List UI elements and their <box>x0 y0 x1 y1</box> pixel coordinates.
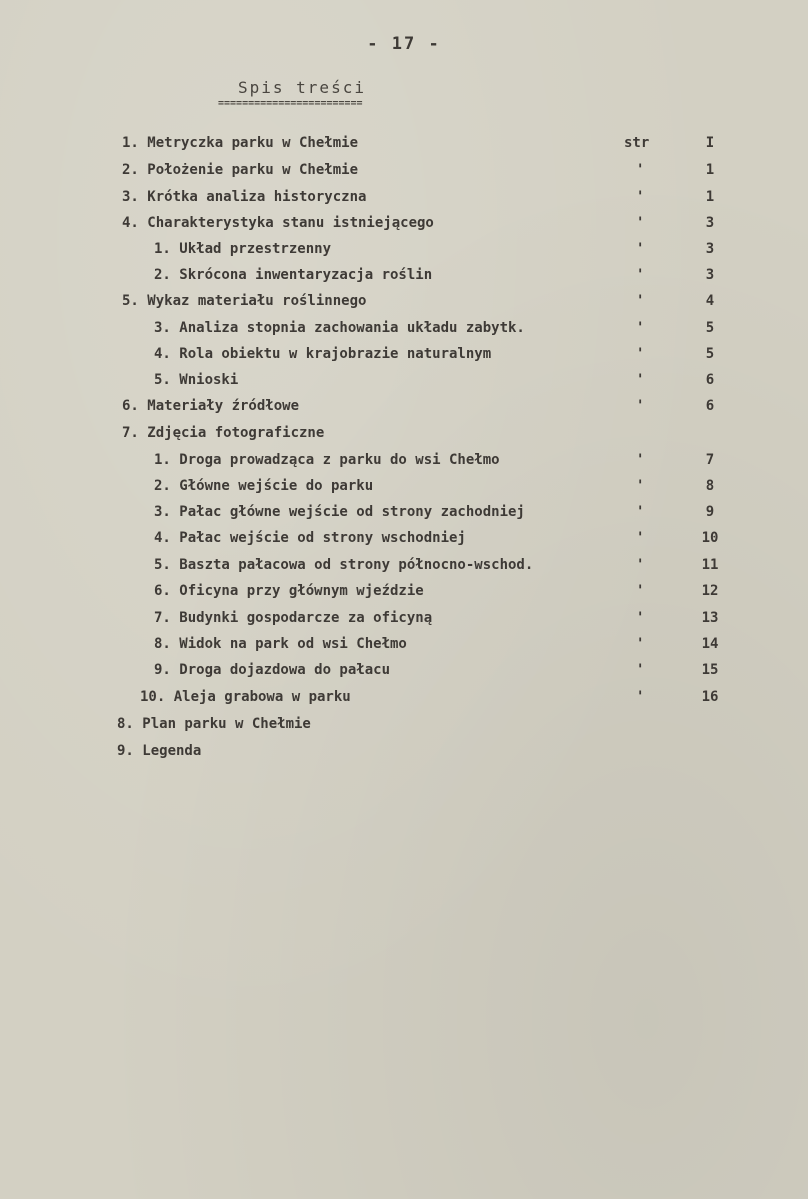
toc-entry-text: 5. Baszta pałacowa od strony północno-wschod. <box>154 557 534 573</box>
toc-entry-mark: ' <box>636 452 645 468</box>
toc-entry-mark: ' <box>636 504 645 520</box>
toc-entry-text: 3. Krótka analiza historyczna <box>122 189 367 205</box>
toc-entry <box>0 552 808 578</box>
toc-entry-mark: ' <box>636 583 645 599</box>
toc-entry <box>0 420 808 446</box>
toc-entry-text: 7. Zdjęcia fotograficzne <box>122 425 325 441</box>
toc-entry <box>0 236 808 262</box>
toc-entry-mark: ' <box>636 162 645 178</box>
page-number: - 17 - <box>367 34 441 54</box>
toc-entry <box>0 130 808 156</box>
toc-entry-mark: ' <box>636 478 645 494</box>
toc-entry-page: 3 <box>705 267 715 283</box>
toc-entry-text: 2. Skrócona inwentaryzacja roślin <box>154 267 433 283</box>
toc-entry-text: 2. Położenie parku w Chełmie <box>122 162 359 178</box>
toc-entry-mark: ' <box>636 267 645 283</box>
toc-entry-mark: ' <box>636 215 645 231</box>
toc-entry <box>0 288 808 314</box>
toc-entry-mark: ' <box>636 689 645 705</box>
toc-entry-text: 3. Analiza stopnia zachowania układu zabytk. <box>154 320 525 336</box>
toc-entry-mark: ' <box>636 557 645 573</box>
toc-entry <box>0 738 808 764</box>
toc-entry-page: 15 <box>701 662 719 678</box>
toc-entry <box>0 631 808 657</box>
toc-entry-text: 9. Legenda <box>117 743 202 759</box>
toc-entry-mark: ' <box>636 241 645 257</box>
toc-entry <box>0 341 808 367</box>
toc-entry-page: I <box>705 135 715 151</box>
toc-entry-page: 3 <box>705 241 715 257</box>
toc-entry-page: 13 <box>701 610 719 626</box>
toc-entry <box>0 578 808 604</box>
toc-entry-mark: ' <box>636 346 645 362</box>
toc-entry-mark: ' <box>636 320 645 336</box>
toc-entry-mark: ' <box>636 293 645 309</box>
page-column-label: str <box>624 135 650 151</box>
toc-entry-text: 4. Pałac wejście od strony wschodniej <box>154 530 466 546</box>
toc-entry-text: 4. Rola obiektu w krajobrazie naturalnym <box>154 346 492 362</box>
toc-entry <box>0 473 808 499</box>
toc-entry-page: 1 <box>705 162 715 178</box>
toc-entry <box>0 315 808 341</box>
toc-entry-text: 5. Wykaz materiału roślinnego <box>122 293 367 309</box>
toc-entry-page: 6 <box>705 372 715 388</box>
toc-entry-mark: ' <box>636 398 645 414</box>
toc-entry-text: 1. Droga prowadząca z parku do wsi Chełmo <box>154 452 500 468</box>
toc-entry <box>0 210 808 236</box>
toc-entry <box>0 157 808 183</box>
title-underline: ======================== <box>218 98 363 109</box>
toc-entry-page: 16 <box>701 689 719 705</box>
toc-entry-text: 1. Metryczka parku w Chełmie <box>122 135 359 151</box>
toc-entry-mark: ' <box>636 636 645 652</box>
toc-entry-mark: ' <box>636 372 645 388</box>
toc-entry-page: 9 <box>705 504 715 520</box>
toc-entry <box>0 262 808 288</box>
toc-entry-text: 5. Wnioski <box>154 372 239 388</box>
toc-entry-mark: ' <box>636 530 645 546</box>
toc-entry <box>0 605 808 631</box>
toc-entry-text: 9. Droga dojazdowa do pałacu <box>154 662 391 678</box>
page-title: Spis treści <box>238 78 366 97</box>
toc-entry-text: 6. Oficyna przy głównym wjeździe <box>154 583 424 599</box>
toc-entry <box>0 184 808 210</box>
toc-entry <box>0 525 808 551</box>
toc-entry <box>0 657 808 683</box>
toc-entry-page: 12 <box>701 583 719 599</box>
toc-entry <box>0 499 808 525</box>
toc-entry-page: 11 <box>701 557 719 573</box>
toc-entry-text: 6. Materiały źródłowe <box>122 398 300 414</box>
toc-entry-text: 10. Aleja grabowa w parku <box>140 689 351 705</box>
toc-entry <box>0 711 808 737</box>
toc-entry-page: 6 <box>705 398 715 414</box>
toc-entry-page: 4 <box>705 293 715 309</box>
toc-entry-mark: ' <box>636 189 645 205</box>
toc-entry <box>0 447 808 473</box>
toc-entry-page: 8 <box>705 478 715 494</box>
toc-entry-mark: ' <box>636 662 645 678</box>
toc-entry-text: 8. Plan parku w Chełmie <box>117 716 311 732</box>
toc-entry-page: 7 <box>705 452 715 468</box>
toc-entry-page: 3 <box>705 215 715 231</box>
toc-entry <box>0 393 808 419</box>
toc-entry-page: 14 <box>701 636 719 652</box>
toc-entry-text: 8. Widok na park od wsi Chełmo <box>154 636 407 652</box>
toc-entry-text: 3. Pałac główne wejście od strony zachodniej <box>154 504 525 520</box>
toc-entry-text: 1. Układ przestrzenny <box>154 241 332 257</box>
toc-entry <box>0 367 808 393</box>
toc-entry-page: 5 <box>705 320 715 336</box>
toc-entry-mark: ' <box>636 610 645 626</box>
toc-entry-page: 1 <box>705 189 715 205</box>
toc-entry-page: 5 <box>705 346 715 362</box>
toc-entry-page: 10 <box>701 530 719 546</box>
toc-entry-text: 7. Budynki gospodarcze za oficyną <box>154 610 433 626</box>
toc-entry-text: 4. Charakterystyka stanu istniejącego <box>122 215 434 231</box>
toc-entry <box>0 684 808 710</box>
toc-entry-text: 2. Główne wejście do parku <box>154 478 374 494</box>
